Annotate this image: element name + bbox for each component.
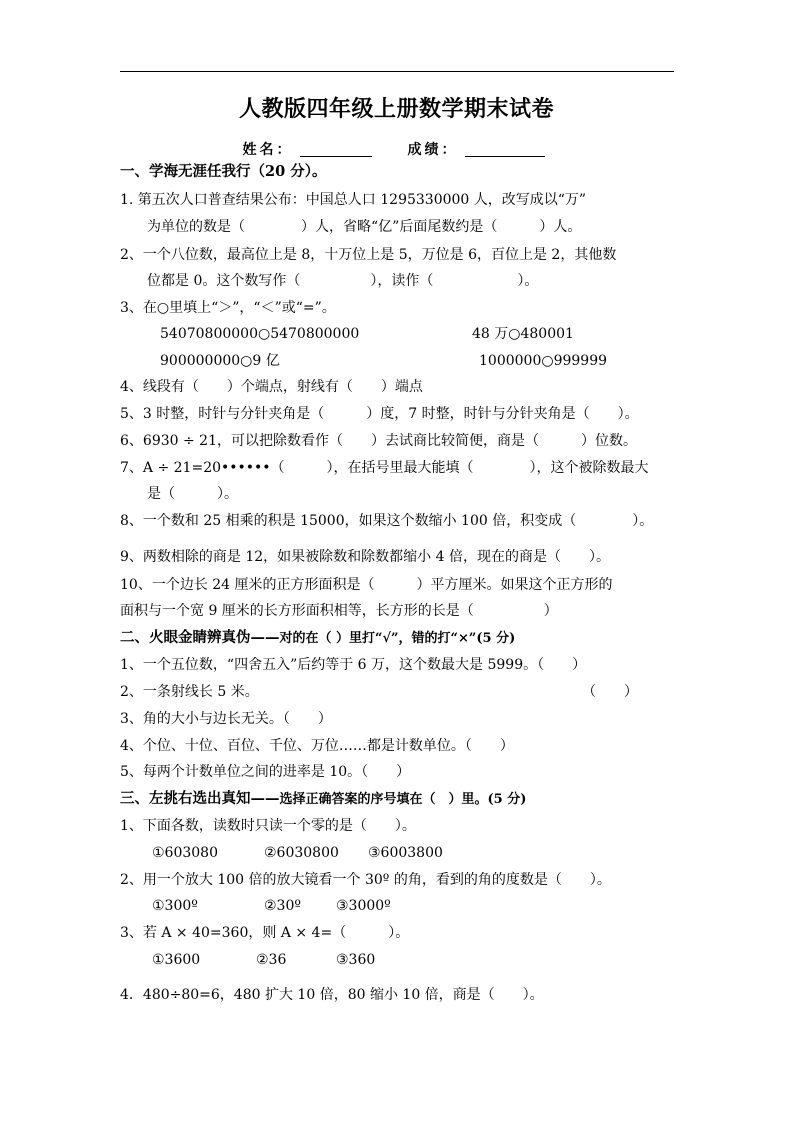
s1-q9: 9、两数相除的商是 12，如果被除数和除数都缩小 4 倍，现在的商是（ ）。 <box>120 549 610 565</box>
score-blank[interactable] <box>465 156 545 157</box>
s1-q8: 8、一个数和 25 相乘的积是 15000，如果这个数缩小 100 倍，积变成（ ）。 <box>120 513 654 529</box>
section3-heading <box>120 789 526 810</box>
s1-q3-compare-3: 900000000○9 亿 <box>160 353 280 369</box>
s2-q3: 3、角的大小与边长无关。（ ） <box>120 711 332 727</box>
s1-q3: 3、在○里填上“＞”，“＜”或“=”。 <box>120 300 336 316</box>
s3-q3-option-3: ③360 <box>336 952 376 968</box>
s3-q3-option-2: ②36 <box>256 952 287 968</box>
s3-q1: 1、下面各数，读数时只读一个零的是（ ）。 <box>120 818 416 834</box>
s1-q10-line1: 10、一个边长 24 厘米的正方形面积是（ ）平方厘米。如果这个正方形的 <box>120 577 613 593</box>
s2-q5: 5、每两个计数单位之间的进率是 10。（ ） <box>120 764 411 780</box>
name-score-row <box>0 139 793 159</box>
s1-q2-line1: 2、一个八位数，最高位上是 8，十万位上是 5，万位是 6，百位上是 2，其他数 <box>120 247 617 263</box>
s1-q7-line1: 7、A ÷ 21=20••••••（ ），在括号里最大能填（ ），这个被除数最大 <box>120 460 649 476</box>
s3-q2-option-1: ①300º <box>152 898 198 914</box>
section2-heading-instructions: 对的在（ ）里打“√”，错的打“×”(5 分) <box>279 631 516 646</box>
s1-q3-compare-2: 48 万○480001 <box>472 326 574 342</box>
s1-q1-line1: 1. 第五次人口普查结果公布：中国总人口 1295330000 人，改写成以“万” <box>120 192 587 208</box>
name-label: 姓名： <box>242 142 294 158</box>
s3-q1-option-3: ③6003800 <box>368 845 443 861</box>
s1-q2-line2: 位都是 0。这个数写作（ ），读作（ ）。 <box>147 273 539 289</box>
s3-q2: 2、用一个放大 100 倍的放大镜看一个 30º 的角，看到的角的度数是（ ）。 <box>120 872 611 888</box>
section1-heading: 一、学海无涯任我行（20 分）。 <box>120 163 327 180</box>
s3-q1-option-2: ②6030800 <box>264 845 339 861</box>
s1-q7-line2: 是（ ）。 <box>147 486 238 502</box>
name-blank[interactable] <box>300 156 372 157</box>
s1-q5: 5、3 时整，时针与分针夹角是（ ）度，7 时整，时针与分针夹角是（ ）。 <box>120 406 639 422</box>
s3-q3: 3、若 A × 40=360，则 A × 4=（ ）。 <box>120 925 410 941</box>
s3-q4: 4．480÷80=6，480 扩大 10 倍，80 缩小 10 倍，商是（ ）。 <box>120 987 544 1003</box>
s1-q3-compare-1: 54070800000○5470800000 <box>160 326 360 342</box>
s1-q3-compare-4: 1000000○999999 <box>479 353 608 369</box>
s1-q1-line2: 为单位的数是（ ）人，省略“亿”后面尾数约是（ ）人。 <box>147 219 582 235</box>
s2-q4: 4、个位、十位、百位、千位、万位……都是计数单位。（ ） <box>120 738 514 754</box>
s2-q1: 1、一个五位数，“四舍五入”后约等于 6 万，这个数最大是 5999。（ ） <box>120 657 587 673</box>
score-label: 成绩： <box>407 142 459 158</box>
top-rule <box>120 71 674 72</box>
s1-q10-line2: 面积与一个宽 9 厘米的长方形面积相等，长方形的长是（ ） <box>120 603 558 619</box>
section3-heading-main: 三、左挑右选出真知—— <box>120 790 280 807</box>
s3-q1-option-1: ①603080 <box>152 845 218 861</box>
section3-heading-instructions: 选择正确答案的序号填在（ ）里。(5 分) <box>279 792 527 807</box>
s3-q2-option-2: ②30º <box>264 898 301 914</box>
section2-heading <box>120 628 515 649</box>
s1-q6: 6、6930 ÷ 21，可以把除数看作（ ）去试商比较简便，商是（ ）位数。 <box>120 433 637 449</box>
section2-heading-main: 二、火眼金睛辨真伪—— <box>120 629 280 646</box>
s1-q4: 4、线段有（ ）个端点，射线有（ ）端点 <box>120 379 423 395</box>
s3-q3-option-1: ①3600 <box>152 952 201 968</box>
s2-q2: 2、一条射线长 5 米。 <box>120 684 259 700</box>
s2-q2-paren: （ ） <box>582 684 638 700</box>
s3-q2-option-3: ③3000º <box>336 898 391 914</box>
page-title: 人教版四年级上册数学期末试卷 <box>238 96 554 122</box>
